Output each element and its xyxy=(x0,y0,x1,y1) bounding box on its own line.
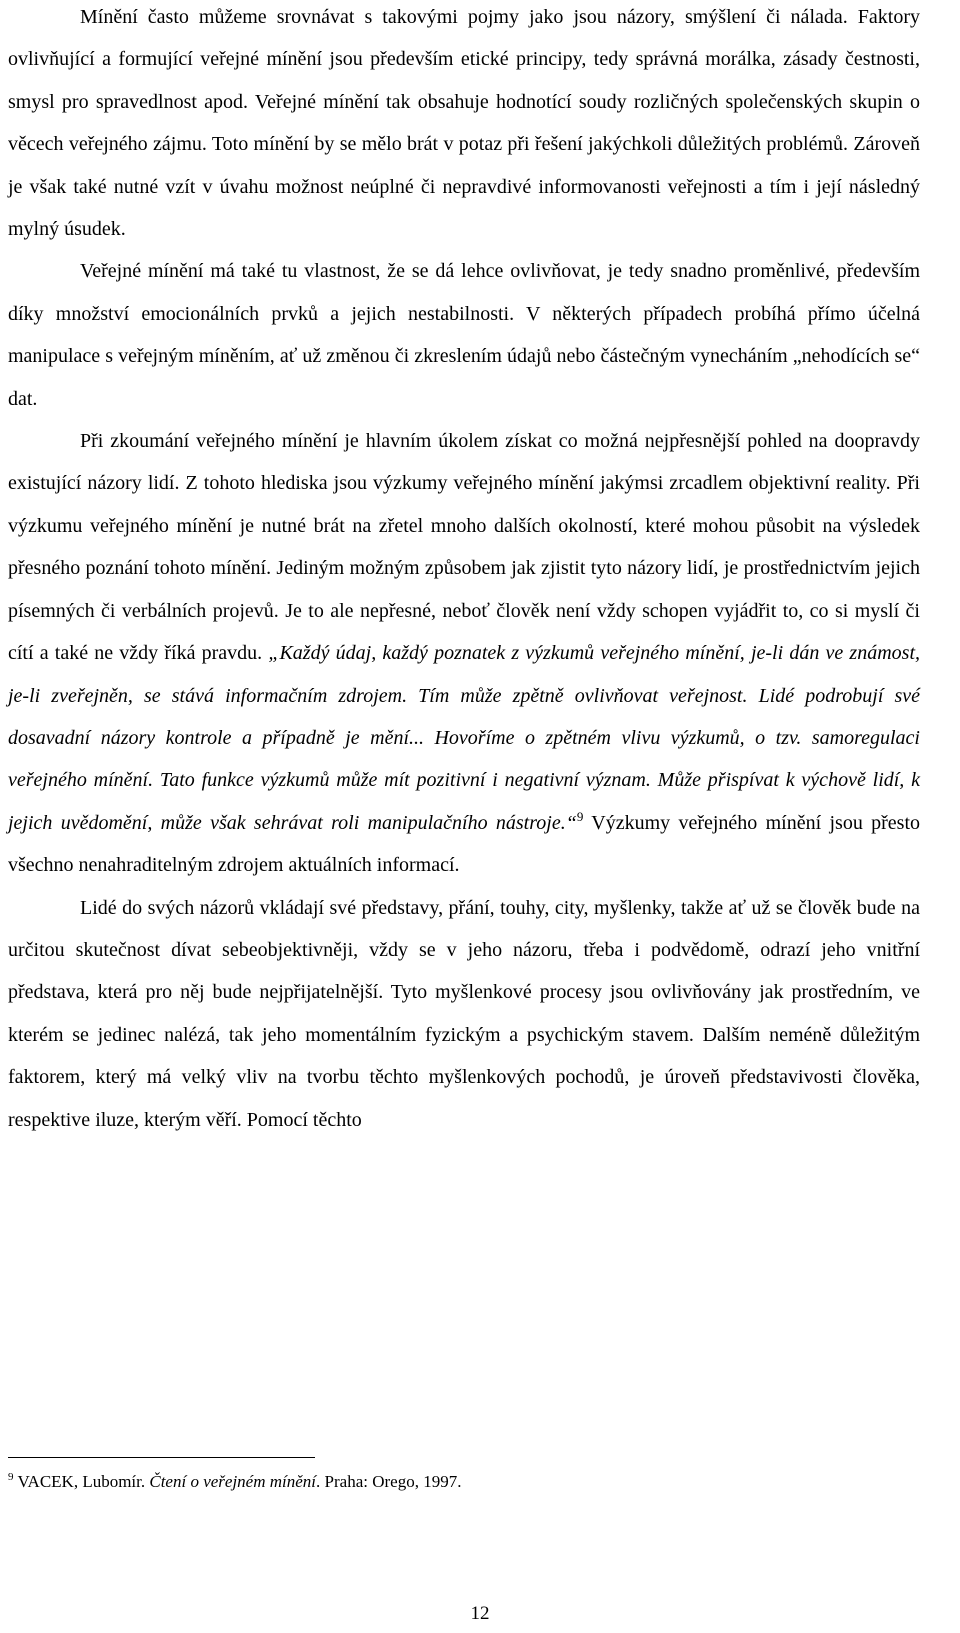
footnote-reference[interactable]: 9 xyxy=(576,808,584,824)
quotation: „Každý údaj, každý poznatek z výzkumů veřejného mínění, je-li dán ve známost, je-li zveřejněn, se stává informačním zdrojem. Tím může zpětně ovlivňovat veřejnost. Lidé podrobují své dosavadní názory kontrole a případně je mění... Hovoříme o zpětném vlivu výzkumů, o tzv. samoregulaci veřejného mínění. Tato funkce výzkumů může mít pozitivní i negativní význam. Může přispívat k výchově lidí, k jejich uvědomění, může však sehrávat roli manipulačního nástroje.“ xyxy=(8,642,921,834)
page-number: 12 xyxy=(470,1603,490,1624)
paragraph-text: Výzkumy veřejného mínění jsou přesto všechno nenahraditelným zdrojem aktuálních informací. xyxy=(8,811,920,877)
footnote xyxy=(8,1470,920,1494)
paragraph: Lidé do svých názorů vkládají své představy, přání, touhy, city, myšlenky, takže ať už se člověk bude na určitou skutečnost dívat sebeobjektivněji, vždy se v jeho názoru, třeba i podvědomě, odrazí jeho vnitřní představa, která pro něj bude nejpřijatelnější. Tyto myšlenkové procesy jsou ovlivňovány jak prostředním, ve kterém se jedinec nalézá, tak jeho momentálním fyzickým a psychickým stavem. Dalším neméně důležitým faktorem, který má velký vliv na tvorbu těchto myšlenkových pochodů, je úroveň představivosti člověka, respektive iluze, kterým věří. Pomocí těchto xyxy=(8,896,920,1131)
body-text xyxy=(8,0,920,1141)
footnote-publisher: . Praha: Orego, 1997. xyxy=(316,1472,462,1491)
footnote-number: 9 xyxy=(8,1471,14,1483)
footnote-divider xyxy=(8,1457,315,1458)
paragraph: Veřejné mínění má také tu vlastnost, že se dá lehce ovlivňovat, je tedy snadno proměnlivé, především díky množství emocionálních prvků a jejich nestabilnosti. V některých případech probíhá přímo účelná manipulace s veřejným míněním, ať už změnou či zkreslením údajů nebo částečným vynecháním „nehodících se“ dat. xyxy=(8,260,920,410)
paragraph xyxy=(8,420,920,886)
footnote-author: VACEK, Lubomír. xyxy=(17,1472,150,1491)
footnote-title: Čtení o veřejném mínění xyxy=(149,1472,317,1491)
paragraph: Mínění často můžeme srovnávat s takovými pojmy jako jsou názory, smýšlení či nálada. Faktory ovlivňující a formující veřejné mínění jsou především etické principy, tedy správná morálka, zásady čestnosti, smysl pro spravedlnost apod. Veřejné mínění tak obsahuje hodnotící soudy rozličných společenských skupin o věcech veřejného zájmu. Toto mínění by se mělo brát v potaz při řešení jakýchkoli důležitých problémů. Zároveň je však také nutné vzít v úvahu možnost neúplné či nepravdivé informovanosti veřejnosti a tím i její následný mylný úsudek. xyxy=(8,6,920,241)
paragraph-text: Při zkoumání veřejného mínění je hlavním úkolem získat co možná nejpřesnější pohled na doopravdy existující názory lidí. Z tohoto hlediska jsou výzkumy veřejného mínění jakýmsi zrcadlem objektivní reality. Při výzkumu veřejného mínění je nutné brát na zřetel mnoho dalších okolností, které mohou působit na výsledek přesného poznání tohoto mínění. Jediným možným způsobem jak zjistit tyto názory lidí, je prostřednictvím jejich písemných či verbálních projevů. Je to ale nepřesné, neboť člověk není vždy schopen vyjádřit to, co si myslí či cítí a také ne vždy říká pravdu. xyxy=(8,430,920,665)
